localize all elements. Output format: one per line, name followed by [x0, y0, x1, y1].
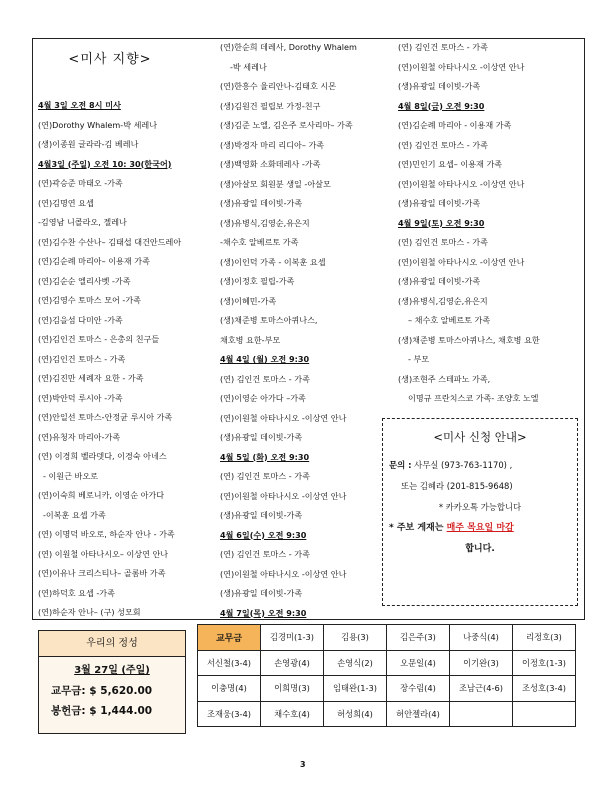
- offering-offertory: [39, 701, 185, 721]
- table-cell: 서신철(3-4): [198, 650, 261, 676]
- intention-line: – 채수호 알베르토 가족: [408, 315, 491, 325]
- intention-line: -이복훈 요셉 가족: [43, 509, 106, 520]
- intention-line: (생)아살모 회원분 생일 -아살모: [220, 178, 331, 189]
- table-cell: 조재웅(3-4): [198, 701, 261, 727]
- notice-deadline-suffix: 합니다.: [465, 544, 495, 554]
- empty-cell: [513, 701, 576, 727]
- table-cell: 손영광(4): [261, 650, 324, 676]
- intention-line: (생)백영화 소화데레사 -가족: [220, 159, 321, 169]
- intention-line: (연)김순례 마리아– 이용재 가족: [38, 256, 150, 266]
- offertory-label: 봉헌금:: [51, 705, 86, 717]
- table-cell: 리정호(3): [513, 625, 576, 651]
- intention-line: (생)김준 노엘, 김은주 로사리마– 가족: [220, 120, 353, 130]
- table-cell: 김은주(3): [387, 625, 450, 651]
- intention-line: (연)김인건 토마스 - 가족: [38, 353, 126, 364]
- intention-line: (생)박경자 마리 리디아– 가족: [220, 139, 325, 150]
- intention-line: (연)한흥수 율리안나-김태호 시몬: [220, 81, 337, 91]
- page-title: <미사 지향>: [68, 52, 152, 67]
- offering-collection: [39, 681, 185, 701]
- table-cell: 허성희(4): [324, 701, 387, 727]
- intention-line: (생)채준병 토마스아퀴나스, 채호병 요한: [398, 334, 540, 345]
- intention-line: (생)유광일 데이빗-가족: [220, 510, 303, 520]
- intention-line: (연)하순자 안나– (구) 성모회: [38, 607, 141, 617]
- intention-line: (연) 김인건 토마스 - 가족: [220, 373, 310, 384]
- intention-line: (연) 김인건 토마스 - 가족: [398, 42, 488, 52]
- mass-intentions-column-1: [38, 96, 218, 623]
- mass-date-header: 4월 5일 (화) 오전 9:30: [220, 451, 310, 462]
- contribution-table: [197, 624, 576, 727]
- intention-line: (연)이원철 아타나시오 -이상연 안나: [220, 412, 347, 423]
- intention-line: (생)유병식,김영순,유은지: [398, 295, 488, 306]
- intention-line: (연)김순순 엘리사벳 -가족: [38, 275, 131, 286]
- table-cell: 조성호(3-4): [513, 676, 576, 702]
- intention-line: (연) 이원철 아타나시오– 이상연 안나: [38, 548, 169, 559]
- table-cell: 이기완(3): [450, 650, 513, 676]
- table-cell: 김경미(1-3): [261, 625, 324, 651]
- intention-line: (연)유청자 마리아-가족: [38, 431, 121, 442]
- table-row: [198, 650, 576, 676]
- table-cell: 나중식(4): [450, 625, 513, 651]
- intention-line: (연)박안덕 루시아 -가족: [38, 392, 123, 403]
- intention-line: (생)유광일 데이빗-가족: [398, 276, 481, 286]
- mass-date-header: 4월 9일(토) 오전 9:30: [398, 217, 485, 228]
- mass-date-header: 4월 4일 (월) 오전 9:30: [220, 354, 310, 364]
- intention-line: (생)이정호 필립-가족: [220, 276, 295, 286]
- intention-line: (연)민인기 요셉– 이용재 가족: [398, 159, 503, 169]
- offering-box: [38, 630, 186, 734]
- collection-label: 교무금:: [51, 685, 86, 697]
- mass-date-header: 4월 3일 오전 8시 미사: [38, 100, 121, 110]
- intention-line: (연)이원철 아타나시오 -이상연 안나: [398, 256, 525, 267]
- intention-line: (연)김수찬 수산나– 김태섭 대건안드레아: [38, 236, 182, 247]
- intention-line: (연)Dorothy Whalem-박 세레나: [38, 119, 158, 130]
- intention-line: (연)이원철 아타나시오 -이상연 안나: [398, 178, 525, 189]
- table-header-cell: 교무금: [198, 625, 261, 651]
- intention-line: (생)유광일 데이빗-가족: [398, 198, 481, 208]
- mass-date-header: 4월 7일(목) 오전 9:30: [220, 607, 307, 618]
- table-cell: 김용(3): [324, 625, 387, 651]
- intention-line: (생)유광일 데이빗-가족: [398, 81, 481, 91]
- notice-title: <미사 신청 안내>: [433, 430, 527, 444]
- intention-line: (연)이숙희 베로니카, 이영순 아가다: [38, 490, 165, 500]
- notice-contact-office: 사무실 (973-763-1170) ,: [411, 460, 513, 470]
- offering-date: 3월 27일 (주일): [74, 665, 150, 676]
- intention-line: (생)이인덕 가족 - 이복훈 요셉: [220, 256, 326, 267]
- table-row: [198, 701, 576, 727]
- intention-line: (연)김인건 토마스 - 은총의 친구들: [38, 334, 160, 344]
- intention-line: (연) 이경희 벨라뎃다, 이경숙 아네스: [38, 451, 167, 461]
- intention-line: - 부모: [408, 354, 430, 364]
- intention-line: (생)이종원 글라라-김 베레나: [38, 139, 139, 149]
- intention-line: (연)김명연 요셉: [38, 197, 94, 208]
- intention-line: (생)유광일 데이빗-가족: [220, 588, 303, 598]
- notice-deadline-highlight: 매주 목요일 마감: [446, 523, 514, 533]
- table-cell: 허안젤라(4): [387, 701, 450, 727]
- intention-line: (연) 김인건 토마스 - 가족: [220, 549, 310, 559]
- table-cell: 이희명(3): [261, 676, 324, 702]
- intention-line: (생)김원건 필립보 가정-친구: [220, 100, 321, 111]
- intention-line: (연)곽승준 마태오 -가족: [38, 178, 123, 188]
- intention-line: (연)한순희 데레사, Dorothy Whalem: [220, 42, 357, 52]
- intention-line: (연) 김인건 토마스 - 가족: [398, 237, 488, 247]
- intention-line: 채호병 요한-부모: [220, 334, 281, 345]
- table-cell: 장수림(4): [387, 676, 450, 702]
- intention-line: (연)이유나 크리스티나– 골롬바 가족: [38, 568, 166, 578]
- notice-contact-label: 문의 :: [389, 460, 412, 470]
- empty-cell: [450, 701, 513, 727]
- intention-line: (생)채준병 토마스아퀴나스,: [220, 315, 318, 325]
- page-number: 3: [300, 760, 306, 769]
- intention-line: (연) 김인건 토마스 - 가족: [398, 139, 488, 150]
- table-row: [198, 676, 576, 702]
- offering-header: 우리의 정성: [39, 631, 185, 657]
- intention-line: (생)유광일 데이빗-가족: [220, 432, 303, 442]
- mass-intentions-column-3: [398, 38, 584, 409]
- mass-date-header: 4월3일 (주일) 오전 10: 30(한국어): [38, 158, 172, 169]
- intention-line: (생)유병식,김영순,유은지: [220, 217, 310, 228]
- notice-kakao: * 카카오톡 가능합니다: [438, 502, 522, 512]
- table-cell: 이정호(1-3): [513, 650, 576, 676]
- intention-line: - 이원근 바오로: [43, 470, 98, 481]
- intention-line: (연)이영순 아가다 –가족: [220, 393, 306, 403]
- table-cell: 임태완(1-3): [324, 676, 387, 702]
- intention-line: -채수호 알베르토 가족: [220, 237, 299, 247]
- table-cell: 이충명(4): [198, 676, 261, 702]
- table-cell: 손영식(2): [324, 650, 387, 676]
- notice-contact: [389, 455, 571, 476]
- intention-line: 이명규 프란치스코 가족- 조양호 노엘: [408, 393, 539, 403]
- intention-line: -김영남 니콜라오, 젤레나: [38, 217, 127, 227]
- offertory-value: $ 1,444.00: [85, 705, 153, 717]
- intention-line: (생)조현주 스테파노 가족,: [398, 373, 491, 384]
- intention-line: (연)이원철 아타나시오 -이상연 안나: [220, 568, 347, 579]
- intention-line: (연)하덕호 요셉 -가족: [38, 587, 115, 598]
- table-cell: 오문일(4): [387, 650, 450, 676]
- notice-contact-alt: 또는 김혜라 (201-815-9648): [401, 481, 513, 491]
- mass-date-header: 4월 6일(수) 오전 9:30: [220, 529, 307, 540]
- table-cell: 조남근(4-6): [450, 676, 513, 702]
- intention-line: (생)유광일 데이빗-가족: [220, 198, 303, 208]
- intention-line: (연)김을섬 다미안 -가족: [38, 314, 123, 325]
- table-cell: 채수호(4): [261, 701, 324, 727]
- intention-line: (연)안일선 토마스-안정균 루시아 가족: [38, 412, 173, 422]
- intention-line: (연)이원철 아타나시오 -이상연 안나: [398, 61, 525, 72]
- collection-value: $ 5,620.00: [85, 685, 153, 697]
- intention-line: (연)김순례 마리아 - 이용재 가족: [398, 120, 512, 130]
- intention-line: (연) 김인건 토마스 - 가족: [220, 471, 310, 481]
- mass-request-notice: [382, 418, 578, 606]
- intention-line: (연)김영수 토마스 모어 -가족: [38, 295, 141, 305]
- intention-line: (연)김진만 세례자 요한 - 가족: [38, 373, 144, 383]
- intention-line: (연) 이명덕 바오로, 하순자 안나 - 가족: [38, 529, 175, 539]
- notice-deadline: [389, 518, 571, 539]
- intention-line: (연)이원철 아타나시오 -이상연 안나: [220, 490, 347, 501]
- intention-line: -박 세레나: [230, 61, 267, 72]
- mass-date-header: 4월 8일(금) 오전 9:30: [398, 100, 485, 111]
- intention-line: (생)이혜민-가족: [220, 295, 277, 306]
- table-row: [198, 625, 576, 651]
- mass-intentions-column-2: [220, 38, 396, 623]
- notice-deadline-prefix: * 주보 게재는: [389, 523, 447, 533]
